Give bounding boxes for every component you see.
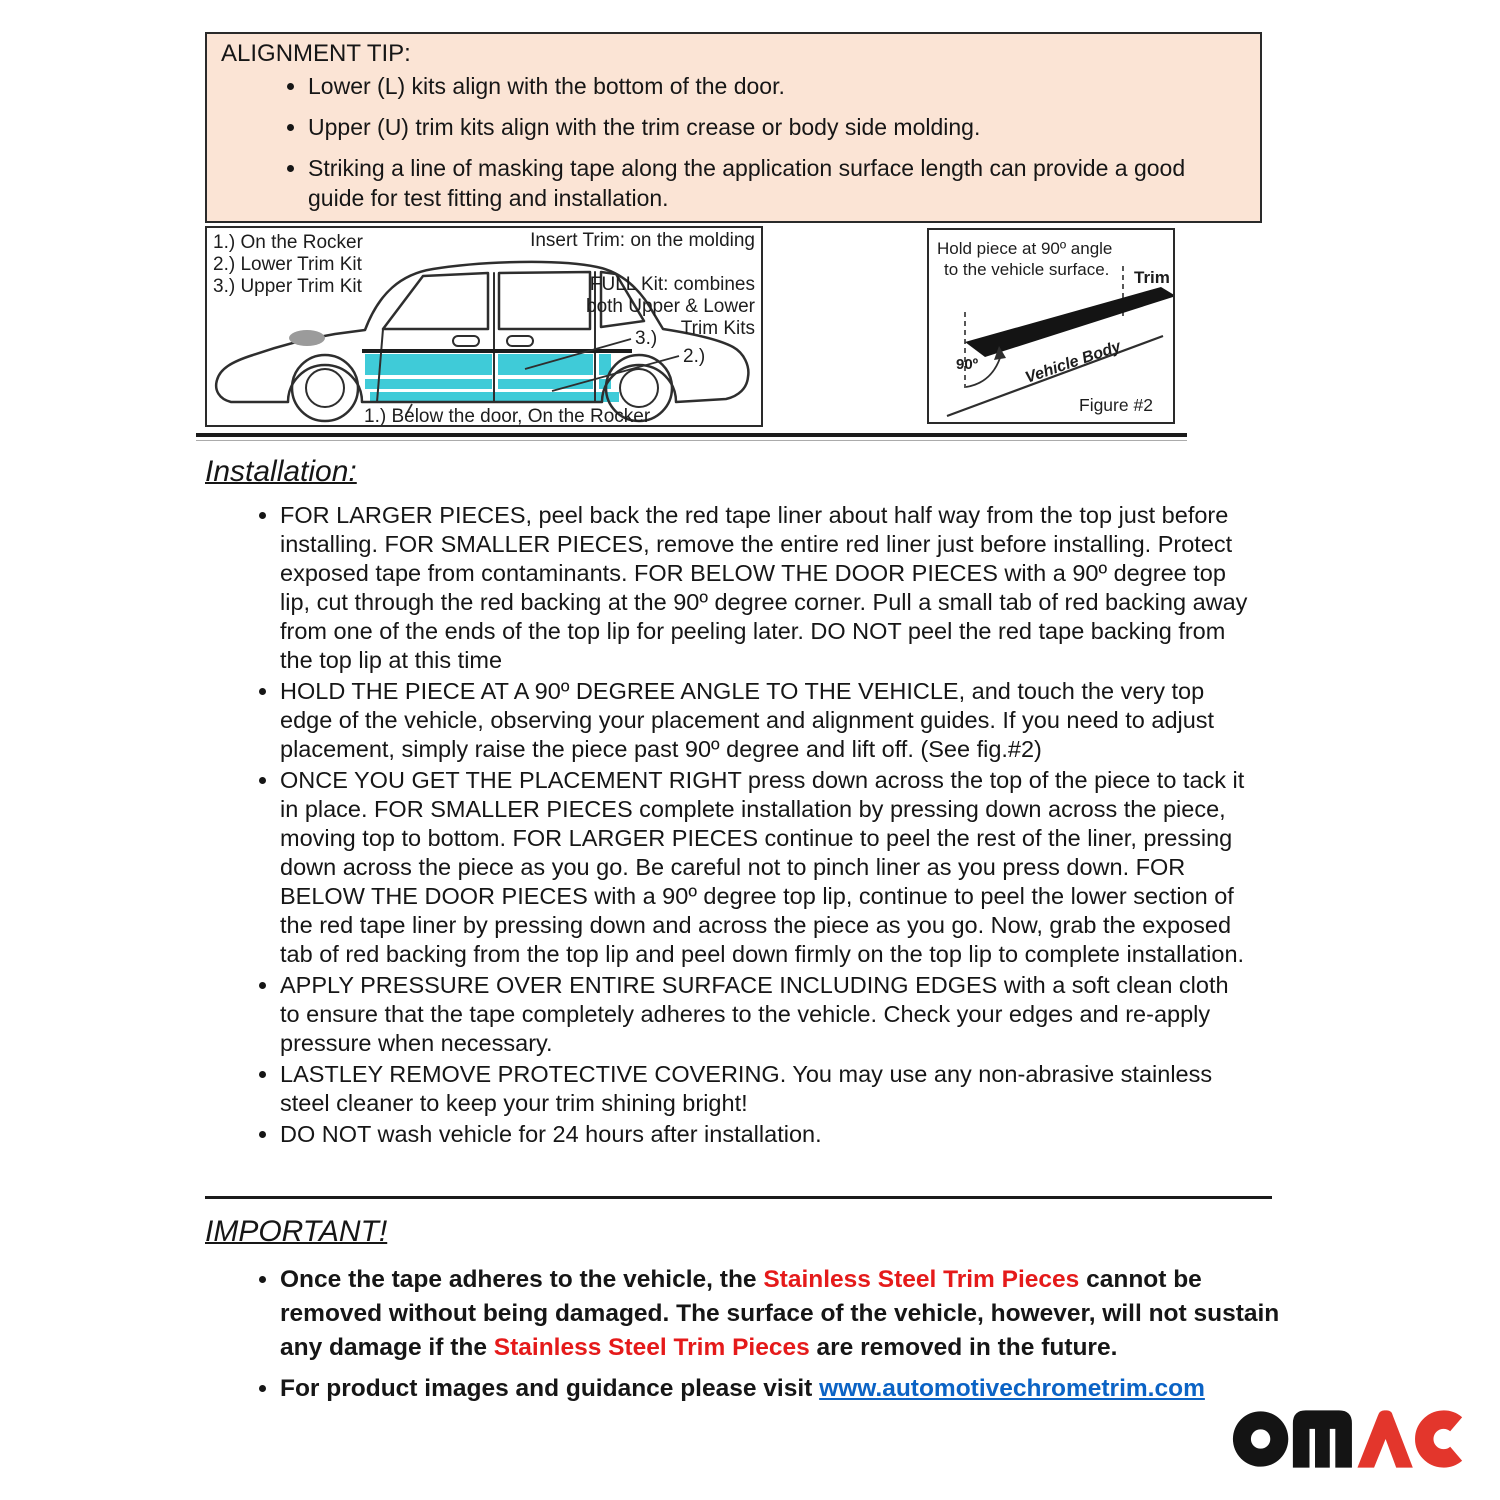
- section-divider: [205, 1196, 1272, 1199]
- logo-letter-m: [1293, 1410, 1352, 1467]
- logo-letter-a: [1357, 1410, 1412, 1467]
- trim-bands: [365, 354, 619, 402]
- fender-emblem: [289, 330, 325, 346]
- installation-step: • HOLD THE PIECE AT A 90º DEGREE ANGLE TO THE VEHICLE, and touch the very top edge of the vehicle, observing your placement and alignment guides. If you need to adjust placement, simply raise the piece past 90º degree and lift off. (See fig.#2): [280, 677, 1253, 764]
- omac-logo-svg: [1232, 1408, 1470, 1470]
- full-kit-note-line3: Trim Kits: [680, 318, 755, 339]
- logo-letter-c: [1424, 1420, 1456, 1459]
- important-list: [205, 1263, 1280, 1406]
- alignment-tip-item: • Striking a line of masking tape along the application surface length can provide a good guide for test fitting and installation.: [308, 153, 1242, 213]
- alignment-tip-item: • Upper (U) trim kits align with the trim crease or body side molding.: [308, 112, 1242, 142]
- legend-line-3: 3.) Upper Trim Kit: [213, 276, 362, 297]
- figure-2-svg: [929, 230, 1173, 422]
- alignment-tip-title: ALIGNMENT TIP:: [221, 40, 411, 67]
- trim-piece: [965, 287, 1173, 357]
- installation-step: • APPLY PRESSURE OVER ENTIRE SURFACE INCLUDING EDGES with a soft clean cloth to ensure that the tape completely adheres to the vehicle. Check your edges and re-apply pressure when necessary.: [280, 971, 1253, 1058]
- callout-3-label: 3.): [635, 328, 658, 349]
- figure-2-diagram: [927, 228, 1175, 424]
- installation-step: • LASTLEY REMOVE PROTECTIVE COVERING. You may use any non-abrasive stainless steel cleaner to keep your trim shining bright!: [280, 1060, 1253, 1118]
- installation-step: • FOR LARGER PIECES, peel back the red tape liner about half way from the top just before installing. FOR SMALLER PIECES, remove the entire red liner just before installing. Protect exposed tape from contaminants. FOR BELOW THE DOOR PIECES with a 90º degree top lip, cut through the red backing at the 90º degree corner. Pull a small tab of red backing away from one of the ends of the top lip for peeling later. DO NOT peel the red tape backing from the top lip at this time: [280, 501, 1253, 675]
- full-kit-note-line1: FULL Kit: combines: [589, 274, 755, 295]
- installation-list: [205, 501, 1253, 1149]
- omac-logo: [1232, 1408, 1470, 1470]
- installation-step: • DO NOT wash vehicle for 24 hours after installation.: [280, 1120, 1253, 1149]
- important-heading: IMPORTANT!: [205, 1215, 388, 1248]
- legend-line-1: 1.) On the Rocker: [213, 232, 363, 253]
- figure2-caption-line1: Hold piece at 90º angle: [937, 239, 1113, 258]
- callout-2-label: 2.): [683, 346, 706, 367]
- car-trim-diagram: [205, 226, 763, 427]
- figure-number-label: Figure #2: [1079, 395, 1153, 415]
- alignment-tip-box: [205, 32, 1262, 223]
- rocker-note: 1.) Below the door, On the Rocker: [364, 406, 651, 425]
- highlight-stainless-steel: Stainless Steel Trim Pieces: [493, 1334, 810, 1361]
- important-section: [205, 1196, 1280, 1413]
- rear-window: [499, 272, 590, 329]
- figure-2-artwork: [947, 266, 1173, 416]
- alignment-tip-item: • Lower (L) kits align with the bottom of the door.: [308, 71, 1242, 101]
- car-trim-diagram-svg: [207, 228, 761, 425]
- alignment-tip-list: [221, 71, 1242, 213]
- door-handle: [453, 336, 479, 346]
- section-divider-heavy: [196, 433, 1187, 441]
- figure2-caption-line2: to the vehicle surface.: [944, 260, 1110, 279]
- door-handle: [507, 336, 533, 346]
- insert-trim-note: Insert Trim: on the molding: [530, 230, 755, 251]
- highlight-stainless-steel: Stainless Steel Trim Pieces: [763, 1266, 1080, 1293]
- installation-section: [205, 455, 1253, 1151]
- full-kit-note-line2: both Upper & Lower: [586, 296, 755, 317]
- installation-heading: Installation:: [205, 455, 357, 488]
- trim-label: Trim: [1134, 268, 1170, 287]
- website-link[interactable]: www.automotivechrometrim.com: [819, 1375, 1205, 1402]
- angle-label: 90º: [956, 356, 979, 373]
- important-note: • Once the tape adheres to the vehicle, the Stainless Steel Trim Pieces cannot be removed without being damaged. The surface of the vehicle, however, will not sustain any damage if the Stainless Steel Trim Pieces are removed in the future.: [280, 1263, 1280, 1365]
- vehicle-body-label: Vehicle Body: [1023, 338, 1124, 387]
- important-note: • For product images and guidance please visit www.automotivechrometrim.com: [280, 1372, 1280, 1406]
- installation-step: • ONCE YOU GET THE PLACEMENT RIGHT press down across the top of the piece to tack it in place. FOR SMALLER PIECES complete installation by pressing down across the piece, moving top to bottom. FOR LARGER PIECES continue to peel the rest of the liner, pressing down across the piece as you go. Be careful not to pinch liner as you press down. FOR BELOW THE DOOR PIECES with a 90º degree top lip, continue to peel the lower section of the red tape liner by pressing down and across the piece as you go. Now, grab the exposed tab of red backing from the top lip and peel down firmly on the top lip to complete installation.: [280, 766, 1253, 969]
- legend-line-2: 2.) Lower Trim Kit: [213, 254, 362, 275]
